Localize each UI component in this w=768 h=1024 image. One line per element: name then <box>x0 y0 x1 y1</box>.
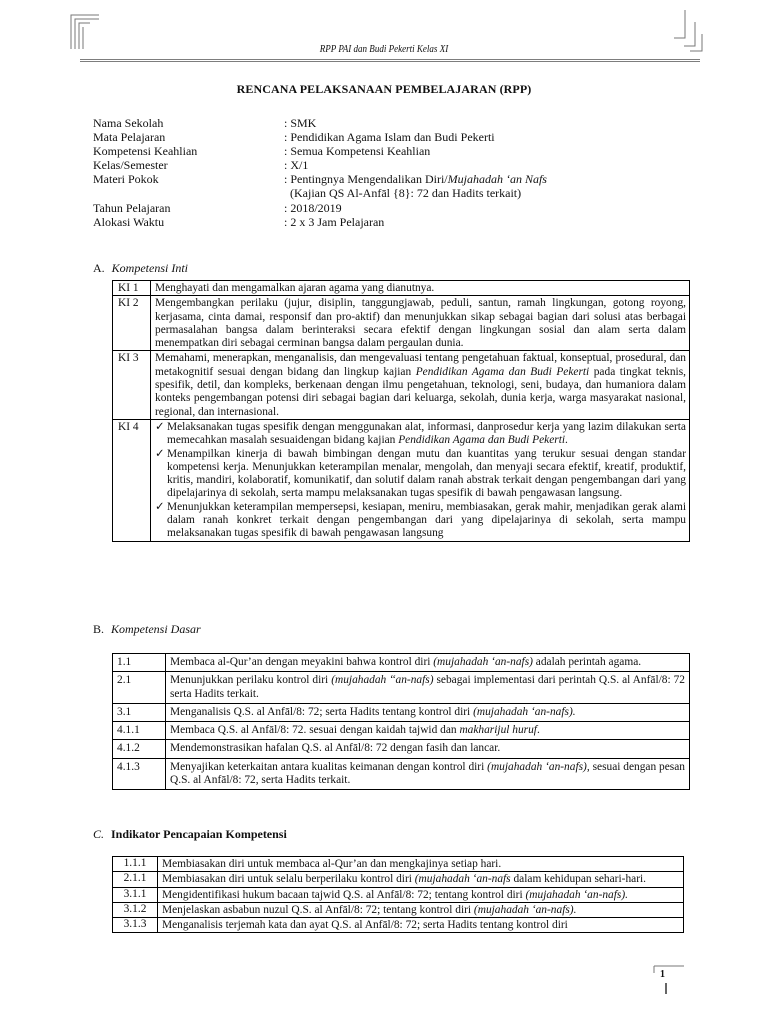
section-label: B. <box>93 622 105 636</box>
identity-value: : Semua Kompetensi Keahlian <box>284 144 431 158</box>
kd-text-part: Menunjukkan perilaku kontrol diri <box>170 674 332 687</box>
kd-text <box>166 654 690 672</box>
page-number-frame <box>653 965 685 995</box>
kd-text-part: Membaca Q.S. al Anfāl/8: 72. sesuai dengan kaidah tajwid dan <box>170 724 460 737</box>
identity-value: (Kajian QS Al-Anfāl {8}: 72 dan Hadits terkait) <box>290 186 522 200</box>
kd-text-italic: makharijul huruf <box>459 724 537 737</box>
table-row <box>113 351 690 419</box>
ipk-text-part: Menganalisis terjemah kata dan ayat Q.S. al Anfāl/8: 72; serta Hadits tentang kontrol diri <box>162 919 568 932</box>
kd-text <box>166 722 690 740</box>
table-row <box>113 672 690 704</box>
ipk-code: 3.1.3 <box>113 918 158 933</box>
ki-text <box>151 419 690 541</box>
kd-text-italic: (mujahadah ‘an-nafs). <box>473 705 576 718</box>
ki-code: KI 4 <box>113 419 151 541</box>
kd-text-part: Membaca al-Qur’an dengan meyakini bahwa kontrol diri <box>170 656 434 668</box>
kd-text-part: Menyajikan keterkaitan antara kualitas keimanan dengan kontrol diri <box>170 760 488 773</box>
identity-value-text: : Pentingnya Mengendalikan Diri/ <box>284 172 448 186</box>
identity-key: Tahun Pelajaran <box>93 201 171 215</box>
section-heading-c <box>93 827 287 842</box>
kd-code: 4.1.2 <box>113 740 166 758</box>
table-row <box>113 296 690 351</box>
kd-text-part: sebagai implementasi dari perintah Q.S. al Anfāl/8: 72 serta Hadits terkait. <box>170 674 685 700</box>
ki-text <box>151 351 690 419</box>
ki-code: KI 3 <box>113 351 151 419</box>
kd-text-italic: (mujahadah ‘an-nafs) <box>433 656 533 668</box>
checkmark-icon: ✓ <box>155 447 165 460</box>
table-row <box>113 740 690 758</box>
identity-key: Kompetensi Keahlian <box>93 144 198 158</box>
identity-value: : Pendidikan Agama Islam dan Budi Pekerti <box>284 130 495 144</box>
ipk-text-italic: (mujahadah ‘an-nafs). <box>473 903 577 916</box>
identity-key: Mata Pelajaran <box>93 130 166 144</box>
identity-value: : X/1 <box>284 158 309 172</box>
table-row <box>113 722 690 740</box>
ipk-text-part: Membiasakan diri untuk membaca al-Qur’an dan mengkajinya setiap hari. <box>162 858 502 870</box>
identity-value: : 2018/2019 <box>284 201 342 215</box>
document-title: RENCANA PELAKSANAAN PEMBELAJARAN (RPP) <box>236 82 532 96</box>
ki-check-item <box>155 501 686 541</box>
section-label: A. <box>93 261 105 275</box>
identity-value: : 2 x 3 Jam Pelajaran <box>284 215 385 229</box>
ipk-text <box>158 918 684 933</box>
section-heading-b <box>93 622 201 637</box>
table-row <box>113 902 684 917</box>
header-divider <box>80 59 700 60</box>
table-row <box>113 758 690 790</box>
ipk-code: 3.1.1 <box>113 887 158 902</box>
kd-text-part: sesuai dengan pesan Q.S. al Anfāl/8: 72, serta Hadits terkait. <box>170 760 685 787</box>
kd-code: 4.1.3 <box>113 758 166 790</box>
ki-text-italic: Pendidikan Agama dan Budi Pekerti <box>415 365 590 378</box>
ipk-code: 3.1.2 <box>113 902 158 917</box>
table-row <box>113 887 684 902</box>
ipk-text-italic: (mujahadah ‘an-nafs). <box>525 888 628 901</box>
ki-check-item <box>155 421 686 448</box>
ki-check-text: Menampilkan kinerja di bawah bimbingan dengan mutu dan kuantitas yang terukur sesuai dengan standar kompetensi kerja. Menunjukkan keterampilan menalar, mengolah, dan menyaji secara efektif, kreatif, produktif, kritis, mandiri, kolaboratif, komunikatif, dan solutif dalam ranah abstrak terkait dengan pengembangan dari yang dipelajarinya di sekolah, serta mampu melaksanakan tugas spesifik di bawah pengawasan langsung. <box>167 447 686 500</box>
identity-value <box>284 172 547 186</box>
ipk-text <box>158 887 684 902</box>
ipk-code: 2.1.1 <box>113 872 158 887</box>
identity-value-italic: Mujahadah ‘an Nafs <box>447 172 547 186</box>
ipk-text <box>158 902 684 917</box>
ki-check-italic: Pendidikan Agama dan Budi Pekerti <box>398 434 566 447</box>
indikator-table <box>112 856 684 933</box>
table-row <box>113 857 684 872</box>
ki-text: Menghayati dan mengamalkan ajaran agama yang dianutnya. <box>151 281 690 296</box>
ki-check-text: Melaksanakan tugas spesifik dengan menggunakan alat, informasi, danprosedur kerja yang lazim dilakukan serta memecahkan masalah sesuaidengan bidang kajian <box>167 420 686 447</box>
ipk-text-italic: (mujahadah ‘an-nafs <box>414 873 511 886</box>
checkmark-icon: ✓ <box>155 420 165 433</box>
kd-text-part: . <box>536 724 540 737</box>
ipk-text-part: Menjelaskan asbabun nuzul Q.S. al Anfāl/8: 72; tentang kontrol diri <box>162 903 474 916</box>
kd-text-italic: (mujahadah ‘‘an-nafs) <box>331 674 434 687</box>
table-row <box>113 419 690 541</box>
kd-text <box>166 758 690 790</box>
header-divider-secondary <box>80 61 700 62</box>
identity-key: Kelas/Semester <box>93 158 168 172</box>
ki-check-text: . <box>565 434 568 447</box>
kd-code: 1.1 <box>113 654 166 672</box>
page-number: 1 <box>660 969 665 980</box>
table-row <box>113 281 690 296</box>
ki-text-part: Memahami, menerapkan, menganalisis, dan mengevaluasi tentang pengetahuan faktual, konseptual, prosedural, dan metakognitif sesuai dengan bidang dan lingkup kajian <box>155 352 686 378</box>
checkmark-icon: ✓ <box>155 500 165 513</box>
ki-text-part: pada tingkat teknis, spesifik, detil, dan kompleks, berkenaan dengan ilmu pengetahuan, teknologi, seni, budaya, dan humaniora dalam konteks pengembangan potensi diri sebagai bagian dari keluarga, sekolah, dunia kerja, warga masyarakat nasional, regional, dan internasional. <box>155 365 686 418</box>
ipk-text-part: dalam kehidupan sehari-hari. <box>510 873 646 886</box>
running-header: RPP PAI dan Budi Pekerti Kelas XI <box>319 43 449 55</box>
ki-code: KI 2 <box>113 296 151 351</box>
kompetensi-dasar-table <box>112 653 690 790</box>
section-title: Kompetensi Inti <box>111 261 188 275</box>
kd-code: 4.1.1 <box>113 722 166 740</box>
kd-text <box>166 703 690 721</box>
identity-key: Nama Sekolah <box>93 116 164 130</box>
ipk-text <box>158 857 684 872</box>
table-row <box>113 654 690 672</box>
section-heading-a <box>93 261 188 276</box>
kompetensi-inti-table <box>112 280 690 542</box>
section-title: Kompetensi Dasar <box>111 622 201 636</box>
kd-text <box>166 672 690 704</box>
kd-text-part: Menganalisis Q.S. al Anfāl/8: 72; serta Hadits tentang kontrol diri <box>170 705 474 718</box>
ipk-text-part: Membiasakan diri untuk selalu berperilaku kontrol diri <box>162 873 415 886</box>
ki-code: KI 1 <box>113 281 151 296</box>
kd-code: 2.1 <box>113 672 166 704</box>
identity-key: Materi Pokok <box>93 172 159 186</box>
ki-check-item <box>155 448 686 501</box>
table-row <box>113 703 690 721</box>
ipk-code: 1.1.1 <box>113 857 158 872</box>
ipk-text-part: Mengidentifikasi hukum bacaan tajwid Q.S. al Anfāl/8: 72; tentang kontrol diri <box>162 888 526 901</box>
section-title: Indikator Pencapaian Kompetensi <box>111 827 287 841</box>
kd-text <box>166 740 690 758</box>
kd-text-part: adalah perintah agama. <box>532 656 642 668</box>
kd-text-part: Mendemonstrasikan hafalan Q.S. al Anfāl/8: 72 dengan fasih dan lancar. <box>170 742 501 755</box>
ki-text: Mengembangkan perilaku (jujur, disiplin, tanggungjawab, peduli, santun, ramah lingkungan, gotong royong, kerjasama, cinta damai, responsif dan pro-aktif) dan menunjukkan sikap sebagai bagian dari solusi atas berbagai permasalahan bangsa dalam berinteraksi secara efektif dengan lingkungan sosial dan alam serta dalam menempatkan diri sebagai cerminan bangsa dalam pergaulan dunia. <box>151 296 690 351</box>
section-label: C. <box>93 827 105 841</box>
ki-check-text: Menunjukkan keterampilan mempersepsi, kesiapan, meniru, membiasakan, gerak mahir, menjadikan gerak alami dalam ranah konkret terkait dengan pengembangan dari yang dipelajarinya di sekolah, serta mampu melaksanakan tugas spesifik di bawah pengawasan langsung <box>167 500 686 540</box>
table-row <box>113 918 684 933</box>
table-row <box>113 872 684 887</box>
identity-value: : SMK <box>284 116 317 130</box>
identity-key: Alokasi Waktu <box>93 215 165 229</box>
kd-text-italic: (mujahadah ‘an-nafs), <box>487 760 590 773</box>
ipk-text <box>158 872 684 887</box>
kd-code: 3.1 <box>113 703 166 721</box>
